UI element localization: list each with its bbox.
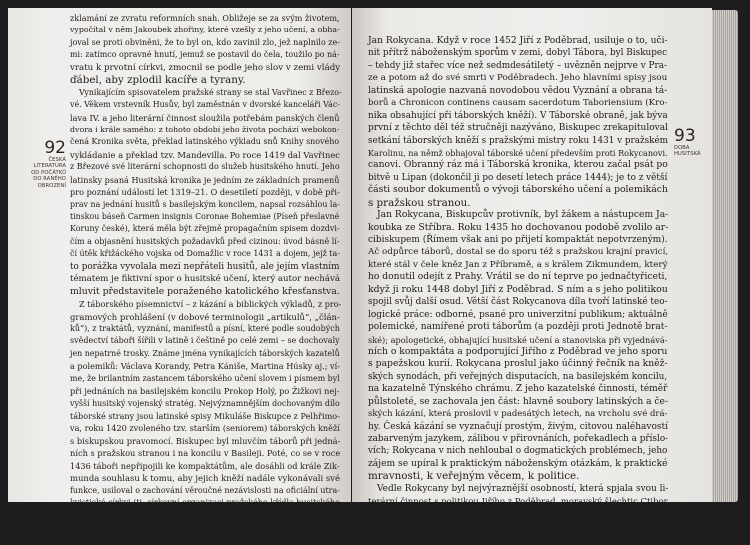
text-line: latinská apologie nazvaná novodobou vědou Vyznání a obrana tá- (368, 85, 668, 96)
text-line: s pražskou stranou. (368, 196, 471, 209)
page-edges (712, 10, 738, 502)
text-line: zabarveným jazykem, zálibou v přirovnáních, pořekadlech a příslo- (368, 434, 669, 444)
running-head-line: ČESKÁ (48, 157, 66, 163)
running-head (674, 145, 714, 158)
right-page-text (368, 35, 668, 545)
text-line: canovi. Obranný ráz má i Táborská kronika, kterou začal psát po (368, 159, 668, 171)
running-head-line: OD POČÁTKŮ (31, 169, 66, 176)
page-number: 92 (44, 138, 66, 158)
text-line: Karolinu, na němž obhajoval táborské učení především proti Rokycanovi. (368, 147, 668, 158)
text-line: Vedle Rokycany byl nejvýraznější osobností, která spjala svou li- (377, 483, 669, 494)
text-line: půlstoleté, se zachovala jen část: hlavně soubory latinských a če- (368, 396, 668, 407)
text-line: a polemiků: Václava Korandy, Petra Kániše, Martina Húsky aj.; ví- (70, 361, 340, 372)
text-line: bitvě u Lipan (dokončil ji po desetí letech práce 1444); je to z větší (368, 172, 668, 183)
right-page (352, 8, 712, 544)
text-line: při jednáních na basilejském koncilu Prokop Holý, po Žižkovi nej- (70, 386, 340, 397)
text-line: Jan Rokycana, Biskupcův protivník, byl žákem a nástupcem Ja- (377, 209, 669, 221)
text-line: které stál v čele kněz Jan z Příbramě, a s králem Zikmundem, který (368, 259, 668, 270)
right-margin-header (674, 128, 714, 158)
running-head-line: DOBA HUSITSKÁ (674, 145, 701, 158)
text-line: kvistické církvi (tj. církevní organizaci pražského křídla husitského (70, 498, 340, 508)
text-line: zájem se upíral k praktickým náboženským otázkám, k praktické (368, 458, 668, 469)
text-line: va, roku 1420 zvoleného tzv. starším (seniorem) táborských kněží (70, 423, 340, 434)
text-line: pro poznání událostí let 1319–21. O desetiletí později, v době při- (70, 187, 340, 198)
text-line: ských synodách, při veřejných disputacích, na basilejském koncilu, (368, 371, 668, 382)
text-line: Ač odpůrce táborů, dostal se do sporu též s pražskou krajní pravicí, (368, 247, 669, 258)
left-page (8, 8, 351, 521)
text-line: nit přítrž náboženským sporům v zemi, dobyl Tábora, byl Biskupec (368, 48, 668, 59)
text-line: joval se proti obviněni, že to byl on, kdo zavinil zlo, jež naplnilo ze- (70, 37, 340, 47)
text-line: mluvit představitele poraženého katolického křesťanstva. (70, 285, 340, 297)
text-line: hnutí), jíž stál po smrti Jakoubka ze Stříbra od roku 1429 v čele (70, 510, 340, 521)
text-line: prav na jednání husitů s basilejským koncilem, napsal rozsáhlou la- (70, 199, 340, 209)
text-line: lava IV. a jeho literární činnost sloužila potřebám panských členů (70, 112, 340, 123)
text-line: tinskou báseň Carmen insignis Coronae Bohemiae (Píseň přeslavné (70, 212, 340, 221)
text-line: vratu k prvotní církvi, zmocnil se podle jeho slov v zemi vlády (70, 62, 341, 73)
left-margin-header (22, 140, 66, 189)
text-line: čená Kronika světa, překlad latinského výkladu snů Knihy snového (70, 137, 340, 147)
text-line: vyšší husitský vojenský stratég. Nejvýznamnějším dochovaným dílo (70, 398, 340, 408)
text-line: val králi Jiřímu Hádání Pravdy a Lži: formou soudního sporu se (368, 532, 668, 544)
text-line: ďábel, aby zplodil kacíře a tyrany. (70, 74, 246, 87)
text-line: části soubor dokumentů o vývoji táborského učení a polemikách (368, 184, 668, 196)
text-line: vypočítal v něm Jakoubek zhořiny, které vzešly z jeho učení, a obha- (70, 25, 340, 35)
text-line: s papežskou kurií. Rokycana proslul jako účinný řečník na kněž- (368, 358, 668, 370)
running-head-line: OBROZENÍ (37, 182, 66, 189)
text-line: me, že brilantním zastancem táborského učení slovem i písmem byl (70, 373, 340, 383)
text-line: latinsky psaná Husitská kronika je jedním ze základních pramenů (70, 174, 340, 185)
text-line: zklamání ze zvratu reformních snah. Obližeje se za svým životem, (70, 13, 340, 23)
text-line: z Březové své literární schopnosti do služeb husitského hnutí. Jeho (70, 162, 340, 172)
text-line: mravnosti, k veřejným věcem, k politice. (368, 470, 580, 483)
text-line: ské); apologetické, obhajující husitské učení a stanoviska při vyjednává- (368, 334, 668, 345)
text-line: tématem je fiktivní spor o husitské učení, který autor nechává (70, 274, 340, 285)
text-line: čím a objasnění husitských požadavků před cizinou: úvod básně lí- (70, 236, 340, 246)
text-line: jen nepatrné trosky. Známe jména vynikajících táborských kazatelů (70, 348, 340, 358)
text-line: s biskupskou pravomocí. Biskupec byl mluvčím táborů při jedná- (70, 435, 341, 446)
text-line: ho donutil odejít z Prahy. Vrátil se do ní teprve po jednačtyřiceti, (368, 272, 668, 283)
text-line: táborské strany jsou latinské spisy Mikuláše Biskupce z Pelhřimo- (70, 411, 340, 421)
text-line: 1436 táboři nepřipojili ke kompaktátům, ale dosáhli od krále Zik- (70, 460, 340, 471)
text-line: Jan Rokycana. Když v roce 1452 Jiří z Poděbrad, usiluje o to, uči- (368, 36, 668, 46)
page-number: 93 (674, 126, 696, 146)
text-line: když ji roku 1448 dobyl Jiří z Poděbrad. S ním a s jeho politikou (368, 283, 668, 295)
text-line: ních s pražskou stranou i na koncilu v Basileji. Poté, co se v roce (70, 448, 341, 459)
text-line: to porážka vyvolala mezi nepřáteli husitů, ale jejím vlastním (70, 261, 340, 272)
text-line: logické práce: odborné, psané pro univerzitní publikum; aktuálně (368, 309, 668, 320)
text-line: munda souhlasu k tomu, aby jejich kněží nadále vykonávali své (70, 473, 340, 484)
text-line: ních o kompaktáta a podporující Jiřího z Poděbrad ve jeho sporu (368, 345, 668, 357)
text-line: Z táborského písemnictví – z kázání a biblických výkladů, z pro- (79, 299, 342, 310)
text-line: vé. Věkem vrstevník Husův, byl zaměstnán v dvorské kanceláři Vác- (70, 100, 340, 110)
text-line: vykládanie a překlad tzv. Mandevilla. Po roce 1419 dal Vavřinec (70, 149, 340, 160)
text-line: Koruny české), která měla být zřejmě propagačním spisem dozdvi- (70, 224, 340, 234)
text-line: funkce, usiloval o zachování věroučné nezávislosti na oficiální utra- (70, 485, 340, 495)
text-line: spojil svůj další osud. Větší část Rokycanova díla tvoří latinské teo- (368, 297, 668, 308)
text-line: na kazatelně Týnského chrámu. Z jeho kazatelské činnosti, téměř (368, 384, 668, 395)
text-line: vích; Rokycana v nich nehloubal o dogmatických problémech, jeho (368, 446, 668, 457)
text-line: první z těchto děl též stručněji nazýváno, Biskupec zrekapituloval (368, 123, 668, 134)
text-line: dvora i krále samého: z tohoto období jeho života pochází webokon- (70, 124, 340, 134)
running-head-line: LITERATURA (33, 163, 66, 170)
text-line: 1469 nejvyšší hejtman markrabství moravského. V roce 1467 věno- (368, 521, 668, 532)
text-line: ských kázání, která proslovil v padesátých letech, na vrcholu své drá- (368, 409, 668, 420)
text-line: polemické, namířené proti táborům (a později proti Jednotě brat- (368, 322, 668, 333)
text-line: hy. Česká kázání se vyznačují prostým, živým, citovou naléhavostí (368, 421, 668, 432)
text-line: nika obsahující při táborských kněží). V Táborské obraně, jak býva (368, 110, 668, 121)
text-line: koubka ze Stříbra. Roku 1435 ho dochovanou podobě zvolilo ar- (368, 221, 669, 233)
text-line: mi: zatímco opravné hnutí, jemuž se postavil do čela, toužilo po ná- (70, 50, 340, 60)
running-head (22, 157, 66, 189)
running-head-line: DO RANÉHO (33, 176, 66, 183)
text-line: ků“), z traktátů, vyznání, manifestů a písní, které podle soudobých (70, 323, 340, 333)
text-line: cibiskupem (Římem však ani po přijetí kompaktát nepotvrzeným). (368, 235, 668, 245)
text-line: setkání táborských kněží s pražskými mistry roku 1431 v pražském (368, 135, 668, 146)
text-line: Vynikajícím spisovatelem pražské strany se stal Vavřinec z Březo- (79, 87, 342, 97)
text-line: čí útěk křižáckého vojska od Domažlic v roce 1431 a dojem, jejž ta- (70, 249, 340, 259)
text-line: gramových prohlášení (v dobové terminologii „artikulů“, „člán- (70, 311, 340, 322)
text-line: svědectví táboři šířili v latině i češtině po celé zemi – se dochovaly (70, 336, 340, 346)
text-line: ze a potom až do své smrti v Poděbradech. Jeho hlavními spisy jsou (368, 73, 668, 84)
text-line: borů a Chronicon continens causam sacerdotum Taboriensium (Kro- (368, 98, 668, 109)
text-line: – tehdy již stařec více než sedmdesátiletý – uvězněn nejprve v Pra- (368, 60, 667, 71)
text-line: terární činnost s politikou Jiřího z Poděbrad, moravský šlechtic Ctibor (368, 496, 668, 507)
left-page-text (70, 12, 340, 522)
text-line: bor Tovačovský z Cimburka, od roku 1464 dvorský sudí, od roku (368, 507, 668, 519)
